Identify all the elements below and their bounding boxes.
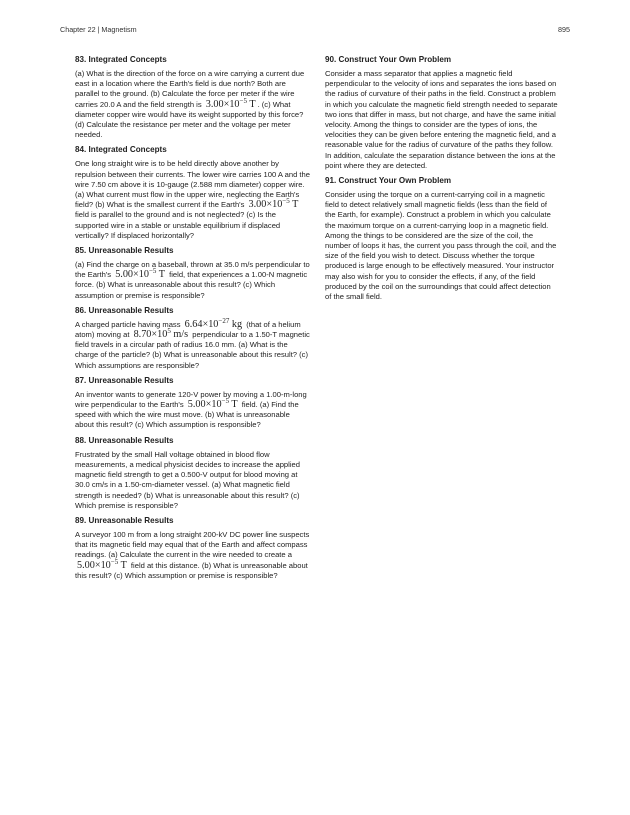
problem-83	[75, 55, 310, 140]
problem-88	[75, 436, 310, 511]
problem-title: 84. Integrated Concepts	[75, 145, 167, 155]
math-exponent: −5	[282, 197, 290, 206]
text-segment: (a) Find the charge on a baseball, thrown at 35.0 m/s perpendicular to the Earth's	[75, 260, 310, 280]
math-unit: kg	[229, 318, 243, 330]
text-segment: (a) What is the direction of the force on a wire carrying a current due east in a location where the Earth's field is due north? Both are parallel to the ground. (b) Calculate the force per meter if the wire carries 20.0 A and the field strength is	[75, 69, 305, 109]
math-mantissa: 3.00×10	[248, 199, 283, 211]
problem-title: 91. Construct Your Own Problem	[325, 176, 452, 186]
problem-text	[75, 530, 310, 581]
math-exponent: −5	[148, 267, 157, 276]
math-exponent: −5	[110, 557, 119, 566]
math-exponent: 5	[167, 327, 171, 336]
right-column	[325, 55, 558, 307]
problem-84	[75, 145, 310, 241]
text-segment: field. (a) Find the speed with which the wire must move. (b) What is unreasonable about this result? (c) Which assumption is responsible?	[75, 400, 299, 430]
problem-title: 83. Integrated Concepts	[75, 55, 167, 64]
problem-title: 85. Unreasonable Results	[75, 246, 174, 256]
text-segment: A surveyor 100 m from a long straight 200-kV DC power line suspects that its magnetic field may equal that of the Earth and affect compass readings. (a) Calculate the current in the wire needed to create a	[75, 529, 310, 560]
text-segment: An inventor wants to generate 120-V power by moving a 1.00-m-long wire perpendicular to the Earth's	[75, 389, 307, 410]
math-unit: T	[246, 98, 256, 110]
problem-text	[75, 69, 310, 140]
text-segment: Consider a mass separator that applies a magnetic field perpendicular to the velocity of ions and separates the ions based on the radius of curvature of their paths in the field. Construct a problem in which you calculate the magnetic field strength needed to separate two ions that differ in mass, but not charge, and have the same initial velocity. Among the things to consider are the types of ions, the velocities they can be given before entering the magnetic field, and a reasonable value for the radius of curvature of the paths they follow. In addition, calculate the separation distance between the ions at the point where they are detected.	[325, 69, 558, 170]
math-unit: T	[289, 199, 299, 211]
problem-text	[325, 69, 558, 171]
problem-title: 87. Unreasonable Results	[75, 375, 174, 385]
math-exponent: −5	[221, 397, 229, 406]
math-mantissa: 6.64×10	[184, 318, 219, 330]
problem-title: 89. Unreasonable Results	[75, 515, 174, 525]
text-segment: field, that experiences a 1.00-N magnetic force. (b) What is unreasonable about this result? (c) Which assumption or premise is responsible?	[75, 270, 308, 300]
text-segment: A charged particle having mass	[75, 319, 183, 329]
text-segment: . (c) What diameter copper wire would have its weight supported by this force? (d) Calculate the resistance per meter and the voltage per meter needed.	[75, 99, 304, 140]
text-segment: Consider using the torque on a current-carrying coil in a magnetic field to detect relatively small magnetic fields (less than the field of the Earth, for example). Construct a problem in which you calculate the maximum torque on a current-carrying loop in a magnetic field. Among the things to be considered are the size of the coil, the number of loops it has, the current you pass through the coil, and the size of the field you wish to detect. Discuss whether the torque produced is large enough to be effectively measured. Your instructor may also wish for you to consider the effects, if any, of the field produced by the coil on the surroundings that could affect detection of the small field.	[325, 190, 557, 302]
problem-text	[75, 260, 310, 301]
text-segment: (that of a helium atom) moving at	[75, 319, 301, 340]
problem-91	[325, 176, 558, 302]
left-column	[75, 55, 310, 586]
chapter-title: Chapter 22 | Magnetism	[60, 25, 137, 34]
problem-text	[75, 159, 310, 241]
problem-title: 90. Construct Your Own Problem	[325, 55, 452, 64]
math-unit: T	[229, 399, 238, 411]
problem-title: 88. Unreasonable Results	[75, 435, 174, 445]
problem-title: 86. Unreasonable Results	[75, 305, 174, 315]
text-segment: One long straight wire is to be held directly above another by repulsion between their currents. The lower wire carries 100 A and the wire 7.50 cm above it is 10-gauge (2.588 mm diameter) copper wire. (a) What current must flow in the upper wire, neglecting the Earth's field? (b) What is the smallest current if the Earth's	[75, 159, 310, 210]
problem-85	[75, 246, 310, 301]
math-mantissa: 5.00×10	[115, 269, 149, 281]
text-segment: perpendicular to a 1.50-T magnetic field travels in a circular path of radius 16.0 mm. (a) What is the charge of the particle? (b) What is unreasonable about this result? (c) Which assumptions are responsible?	[75, 330, 310, 370]
math-expression	[184, 316, 243, 330]
math-expression	[188, 399, 238, 410]
math-exponent: −5	[239, 96, 247, 105]
math-unit: T	[156, 269, 165, 281]
problem-text	[325, 190, 558, 302]
problem-89	[75, 516, 310, 581]
problem-86	[75, 306, 310, 371]
math-expression	[134, 329, 189, 340]
page-number: 895	[558, 25, 570, 34]
math-expression	[115, 269, 165, 280]
math-unit: m/s	[170, 329, 189, 341]
math-expression	[249, 199, 299, 210]
math-mantissa: 8.70×10	[133, 329, 168, 341]
problem-text	[75, 316, 310, 371]
text-segment: field is parallel to the ground and is not neglected? (c) Is the supported wire in a stable or unstable equilibrium if displaced vertically? If displaced horizontally?	[75, 210, 281, 240]
problem-90	[325, 55, 558, 171]
text-segment: Frustrated by the small Hall voltage obtained in blood flow measurements, a medical physicist decides to increase the applied magnetic field strength to get a 0.500-V output for blood moving at 30.0 cm/s in a 1.50-cm-diameter vessel. (a) What magnetic field strength is needed? (b) What is unreasonable about this result? (c) Which premise is responsible?	[75, 449, 300, 510]
math-mantissa: 5.00×10	[187, 399, 222, 411]
problem-87	[75, 376, 310, 431]
math-mantissa: 5.00×10	[77, 559, 111, 571]
math-exponent: −27	[218, 316, 230, 325]
page-header	[60, 25, 570, 34]
math-expression	[205, 96, 256, 110]
math-expression	[77, 557, 127, 571]
math-unit: T	[118, 559, 127, 571]
text-segment: field at this distance. (b) What is unreasonable about this result? (c) Which assumption or premise is responsible?	[75, 560, 308, 580]
problem-text	[75, 450, 310, 511]
math-mantissa: 3.00×10	[205, 98, 240, 110]
problem-text	[75, 390, 310, 431]
